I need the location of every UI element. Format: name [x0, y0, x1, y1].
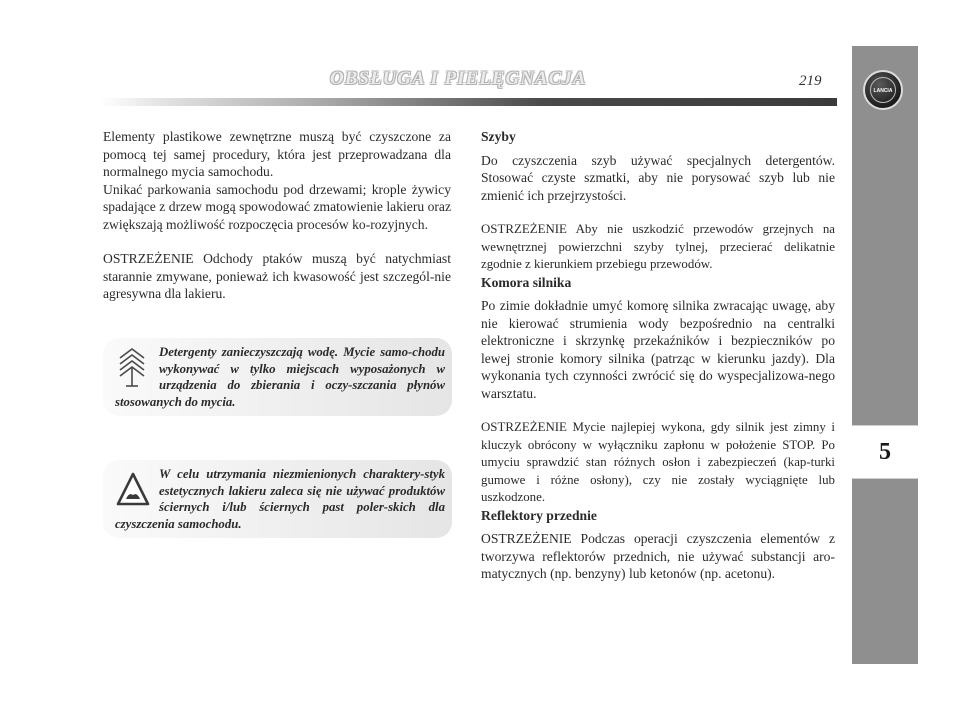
- paragraph-birds-warning: OSTRZEŻENIE Odchody ptaków muszą być natychmiast starannie zmywane, ponieważ ich kwasowość jest szczegól-nie agresywna dla lakieru.: [103, 251, 451, 301]
- warning-triangle-icon: [115, 466, 155, 512]
- paragraph-engine-warning: OSTRZEŻENIE Mycie najlepiej wykona, gdy silnik jest zimny i kluczyk obrócony w wyłączniku zapłonu w położenie STOP. Po umyciu sprawdzić stan różnych osłon i zabezpieczeń (kap-turki gumowe i różne osłony), czy nie zostały wyciągnięte lub uszkodzone.: [481, 420, 835, 504]
- warning-note: [103, 460, 452, 538]
- right-column: [481, 128, 835, 583]
- logo-text: LANCIA: [870, 77, 896, 103]
- paragraph-windows: Do czyszczenia szyb używać specjalnych detergentów. Stosować czyste szmatki, aby nie porysować szyb lub nie zmienić ich przejrzystości.: [481, 152, 835, 203]
- heading-windows: Szyby: [481, 129, 516, 144]
- environment-note: [103, 338, 452, 416]
- paragraph-engine-bay: Po zimie dokładnie umyć komorę silnika zwracając uwagę, aby nie kierować strumienia wody bezpośrednio na centralki elektroniczne i skrzynkę przekaźników i bezpieczników po lewej stronie komory silnika (patrząc w kierunku jazdy). Dla wykonania tych czynności zwrócić się do wyspecjalizowa-nego warsztatu.: [481, 298, 835, 401]
- header-rule: [100, 98, 837, 106]
- heading-headlights: Reflektory przednie: [481, 507, 597, 523]
- paragraph-plastics: Elementy plastikowe zewnętrzne muszą być czyszczone za pomocą tej samej procedury, która jest przeprowadzana dla normalnego mycia samochodu.: [103, 129, 451, 179]
- chapter-number: 5: [852, 425, 918, 479]
- paragraph-windows-warning: OSTRZEŻENIE Aby nie uszkodzić przewodów grzejnych na wewnętrznej powierzchni szyby tylnej, przecierać delikatnie zgodnie z kierunkiem przebiegu przewodów.: [481, 222, 835, 271]
- recycle-tree-icon: [115, 344, 155, 390]
- warning-note-text: W celu utrzymania niezmienionych charaktery-styk estetycznych lakieru zaleca się nie używać produktów ściernych i/lub ściernych past poler-skich dla czyszczenia samochodu.: [115, 467, 445, 531]
- lancia-logo-icon: [863, 70, 903, 110]
- section-title: OBSŁUGA I PIELĘGNACJA: [330, 68, 587, 89]
- page-number: 219: [799, 73, 822, 89]
- left-column: [103, 128, 451, 303]
- paragraph-trees: Unikać parkowania samochodu pod drzewami; krople żywicy spadające z drzew mogą spowodować zmatowienie lakieru oraz zwiększają możliwość rozpoczęcia procesów ko-rozyjnych.: [103, 181, 451, 232]
- heading-engine-bay: Komora silnika: [481, 274, 572, 290]
- environment-note-text: Detergenty zanieczyszczają wodę. Mycie samo-chodu wykonywać w tylko miejscach wyposażonych w urządzenia do zbierania i oczy-szczania płynów stosowanych do mycia.: [115, 345, 445, 409]
- paragraph-headlights-warning: OSTRZEŻENIE Podczas operacji czyszczenia elementów z tworzywa reflektorów przednich, nie używać substancji aro-matycznych (np. benzyny) lub ketonów (np. acetonu).: [481, 531, 835, 581]
- chapter-sidebar: [852, 46, 918, 664]
